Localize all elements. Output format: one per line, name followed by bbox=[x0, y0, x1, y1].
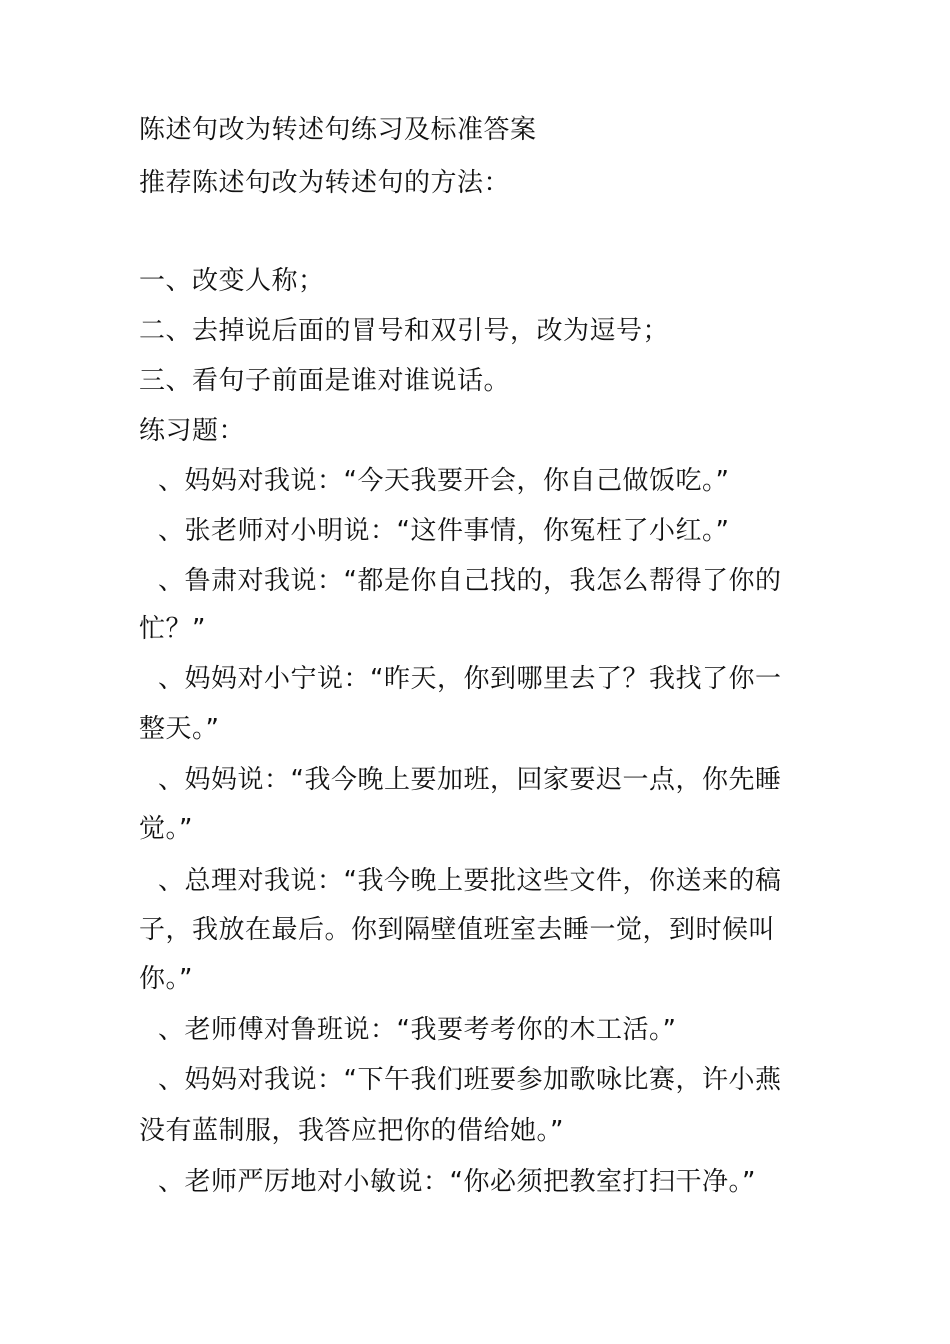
exercise-item-3: 、鲁肃对我说：“都是你自己找的，我怎么帮得了你的 bbox=[158, 566, 782, 596]
exercise-item-1: 、妈妈对我说：“今天我要开会，你自己做饭吃。” bbox=[158, 466, 730, 496]
exercise-item-2: 、张老师对小明说：“这件事情，你冤枉了小红。” bbox=[158, 516, 730, 546]
exercise-heading: 练习题： bbox=[139, 416, 246, 446]
method-item: 一、改变人称； bbox=[139, 266, 325, 296]
exercise-item-8-cont: 没有蓝制服，我答应把你的借给她。” bbox=[139, 1116, 564, 1146]
exercise-item-4: 、妈妈对小宁说：“昨天，你到哪里去了？我找了你一 bbox=[158, 664, 782, 694]
method-item: 三、看句子前面是谁对谁说话。 bbox=[139, 366, 511, 396]
exercise-item-4-cont: 整天。” bbox=[139, 714, 220, 744]
exercise-item-9: 、老师严厉地对小敏说：“你必须把教室打扫干净。” bbox=[158, 1167, 756, 1197]
document-title: 陈述句改为转述句练习及标准答案 bbox=[139, 115, 537, 145]
exercise-item-8: 、妈妈对我说：“下午我们班要参加歌咏比赛，许小燕 bbox=[158, 1065, 782, 1095]
exercise-item-7: 、老师傅对鲁班说：“我要考考你的木工活。” bbox=[158, 1015, 677, 1045]
exercise-item-5: 、妈妈说：“我今晚上要加班，回家要迟一点，你先睡 bbox=[158, 765, 782, 795]
exercise-item-6-cont: 子，我放在最后。你到隔壁值班室去睡一觉，到时候叫 bbox=[139, 915, 776, 945]
exercise-item-6: 、总理对我说：“我今晚上要批这些文件，你送来的稿 bbox=[158, 866, 782, 896]
exercise-item-6-cont2: 你。” bbox=[139, 964, 193, 994]
exercise-item-5-cont: 觉。” bbox=[139, 814, 193, 844]
method-item: 二、去掉说后面的冒号和双引号，改为逗号； bbox=[139, 316, 670, 346]
method-heading: 推荐陈述句改为转述句的方法： bbox=[139, 168, 511, 198]
exercise-item-3-cont: 忙？” bbox=[139, 614, 206, 644]
